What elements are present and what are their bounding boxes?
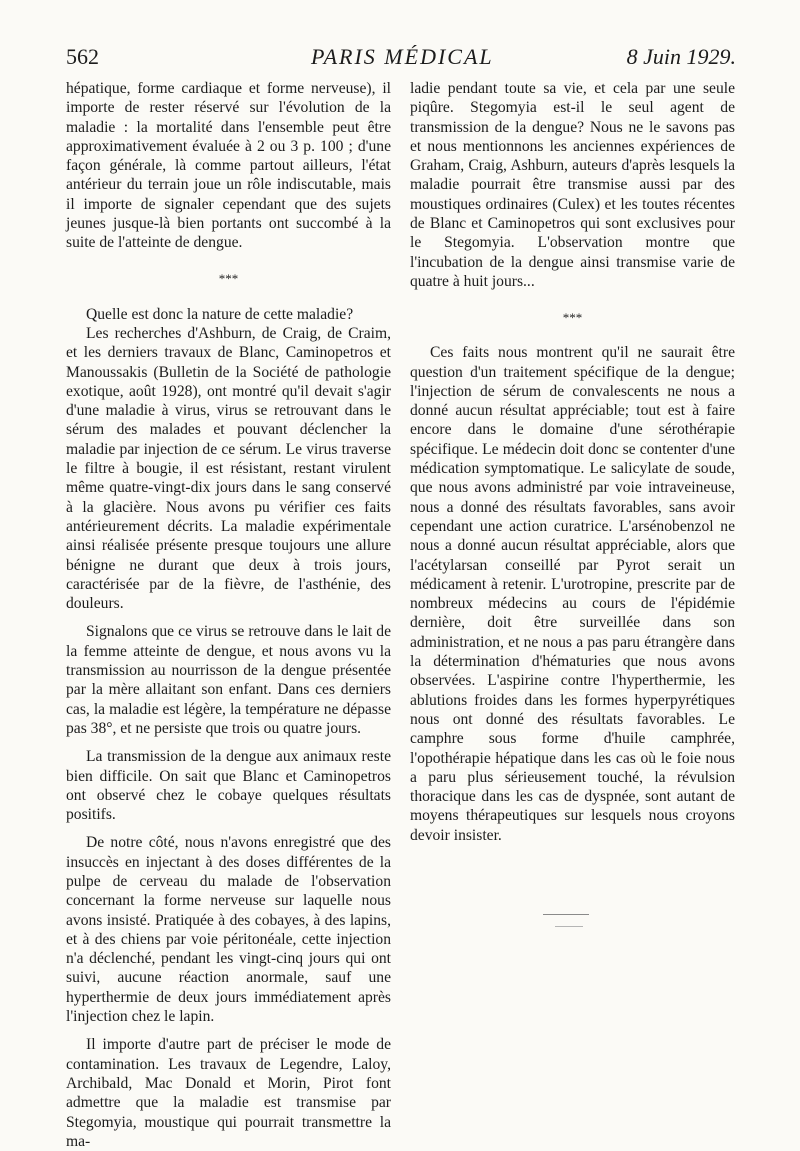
right-paragraph-1: ladie pendant toute sa vie, et cela par une seule piqûre. Stegomyia est-il le seul agent de transmission de la dengue? Nous ne le savons pas et nous mentionnons les anciennes expériences de Graham, Craig, Ashburn, auteurs d'après lesquels la maladie pourrait être transmise aussi par des moustiques ordinaires (Culex) et les toutes récentes de Blanc et Caminopetros qui sont exclusives pour le Stegomyia. L'observation montre que l'incubation de la dengue ainsi transmise varie de quatre à huit jours... xyxy=(410,80,735,290)
end-rule-short xyxy=(555,926,583,927)
journal-title: PARIS MÉDICAL xyxy=(311,44,494,69)
left-paragraph-2: Quelle est donc la nature de cette maladie? xyxy=(86,305,354,323)
left-column xyxy=(66,79,391,1151)
left-paragraph-4: Signalons que ce virus se retrouve dans le lait de la femme atteinte de dengue, et nous avons vu la transmission au nourrisson de la dengue présentée par la mère allaitant son enfant. Dans ces derniers cas, la maladie est légère, la température ne dépasse pas 38°, et ne persiste que trois ou quatre jours. xyxy=(66,623,391,737)
left-paragraph-3: Les recherches d'Ashburn, de Craig, de Craim, et les derniers travaux de Blanc, Caminopetros et Manoussakis (Bulletin de la Société de pathologie exotique, août 1928), ont montré qu'il devait s'agir d'une maladie à virus, virus se retrouvant dans le sérum des malades et pouvant déclencher la maladie par injection de ce sérum. Le virus traverse le filtre à bougie, il est résistant, restant virulent même quatre-vingt-dix jours dans le sang conservé à la glacière. Nous avons pu vérifier ces faits antérieurement décrits. La maladie expérimentale ainsi réalisée présente presque toujours une allure bénigne ne durant que deux à trois jours, caractérisée par de la fièvre, de l'asthénie, des douleurs. xyxy=(66,324,391,613)
section-separator xyxy=(66,253,391,305)
left-paragraph-6: De notre côté, nous n'avons enregistré que des insuccès en injectant à des doses différentes de la pulpe de cerveau du malade de l'observation concernant la forme nerveuse sur laquelle nous avons insisté. Pratiquée à des cobayes, à des lapins, et à des chiens par voie péritonéale, cette injection n'a déclenché, pendant les vingt-cinq jours qui ont suivi, aucune réaction anormale, sauf une hyperthermie de deux jours immédiatement après l'injection chez le lapin. xyxy=(66,834,391,1026)
left-paragraph-5: La transmission de la dengue aux animaux reste bien difficile. On sait que Blanc et Caminopetros ont observé chez le cobaye quelques résultats positifs. xyxy=(66,748,391,824)
asterism: *** xyxy=(218,271,239,287)
right-paragraph-2: Ces faits nous montrent qu'il ne saurait être question d'un traitement spécifique de la dengue; l'injection de sérum de convalescents ne nous a donné aucun résultat appréciable; tout est à faire encore dans le domaine d'une sérothérapie spécifique. Le médecin doit donc se contenter d'une médication symptomatique. Le salicylate de soude, que nous avons administré par voie intraveineuse, nous a donné des résultats favorables, sans avoir cependant une action curatrice. L'arsénobenzol ne nous a donné aucun résultat appréciable, alors que l'acétylarsan conseillé par Pyrot serait un médicament à retenir. L'urotropine, prescrite par de nombreux médecins au cours de l'épidémie dernière, doit être surveillée dans son administration, et ne nous a pas paru étrangère dans la détermination d'hématuries que nous avons observées. L'aspirine contre l'hyperthermie, les ablutions froides dans les formes hyperpyrétiques nous ont donné des résultats favorables. Le camphre sous forme d'huile camphrée, l'opothérapie hépatique dans les cas où le foie nous a paru plus sérieusement touché, la révulsion thoracique dans les cas de dyspnée, sont autant de moyens thérapeutiques sur lesquels nous croyons devoir insister. xyxy=(410,344,735,844)
left-paragraph-1: hépatique, forme cardiaque et forme nerveuse), il importe de rester réservé sur l'évolution de la maladie : la mortalité dans l'ensemble peut être approximativement évaluée à 2 ou 3 p. 100 ; d'une façon générale, là comme partout ailleurs, l'état antérieur du terrain joue un rôle indiscutable, mais il importe de signaler cependant que des sujets jeunes jusque-là bien portants ont succombé à la suite de l'atteinte de dengue. xyxy=(66,80,391,252)
section-separator xyxy=(410,291,735,343)
left-paragraph-7: Il importe d'autre part de préciser le mode de contamination. Les travaux de Legendre, Laloy, Archibald, Mac Donald et Morin, Pirot font admettre que la maladie est transmise par Stegomyia, moustique qui pourrait transmettre la ma- xyxy=(66,1036,391,1150)
page-header xyxy=(66,44,736,76)
right-column xyxy=(410,79,735,845)
page-number: 562 xyxy=(66,44,99,69)
end-rule xyxy=(543,914,589,915)
issue-date: 8 Juin 1929. xyxy=(626,44,736,69)
asterism: *** xyxy=(562,309,583,325)
